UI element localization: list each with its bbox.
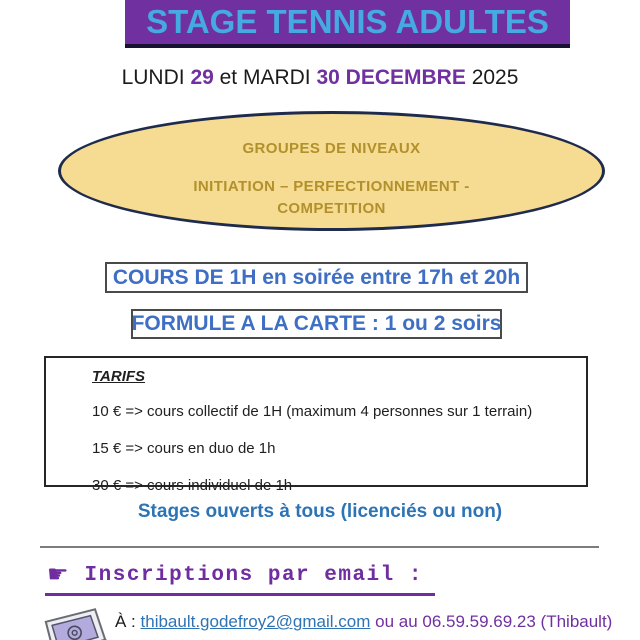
contact-phone: ou au 06.59.59.69.23 (Thibault)	[370, 612, 613, 631]
levels-line-initiation: INITIATION – PERFECTIONNEMENT -	[193, 178, 470, 195]
laptop-email-icon	[33, 608, 111, 640]
course-hours-box	[105, 262, 528, 293]
contact-line	[115, 612, 612, 632]
levels-line-groups: GROUPES DE NIVEAUX	[242, 140, 421, 157]
date-day-2: 30 DECEMBRE	[316, 66, 466, 89]
date-part: et MARDI	[213, 66, 317, 89]
page-title: STAGE TENNIS ADULTES	[146, 3, 549, 40]
email-link[interactable]: thibault.godefroy2@gmail.com	[140, 612, 371, 631]
date-day-1: 29	[190, 66, 214, 89]
tarif-item-collectif: 10 € => cours collectif de 1H (maximum 4 personnes sur 1 terrain)	[92, 403, 533, 420]
formule-text: FORMULE A LA CARTE : 1 ou 2 soirs	[131, 312, 502, 335]
tarifs-title: TARIFS	[92, 368, 146, 385]
levels-line-competition: COMPETITION	[277, 200, 386, 217]
date-year: 2025	[465, 66, 519, 89]
separator-line	[40, 546, 599, 548]
contact-prefix: À :	[115, 612, 141, 631]
tarif-item-duo: 15 € => cours en duo de 1h	[92, 440, 276, 457]
date-part: LUNDI	[121, 66, 191, 89]
tarif-item-individuel: 30 € => cours individuel de 1h	[92, 477, 293, 494]
date-line	[0, 66, 640, 90]
inscriptions-label: Inscriptions par email :	[84, 563, 423, 587]
course-hours-text: COURS DE 1H en soirée entre 17h et 20h	[112, 265, 521, 289]
formule-box	[131, 309, 502, 339]
hand-pointing-right-icon: ☛	[47, 561, 69, 588]
inscriptions-heading	[45, 563, 435, 596]
levels-ellipse	[58, 111, 605, 231]
open-note: Stages ouverts à tous (licenciés ou non)	[137, 501, 503, 522]
title-banner	[125, 0, 570, 48]
tarifs-box	[44, 356, 588, 494]
